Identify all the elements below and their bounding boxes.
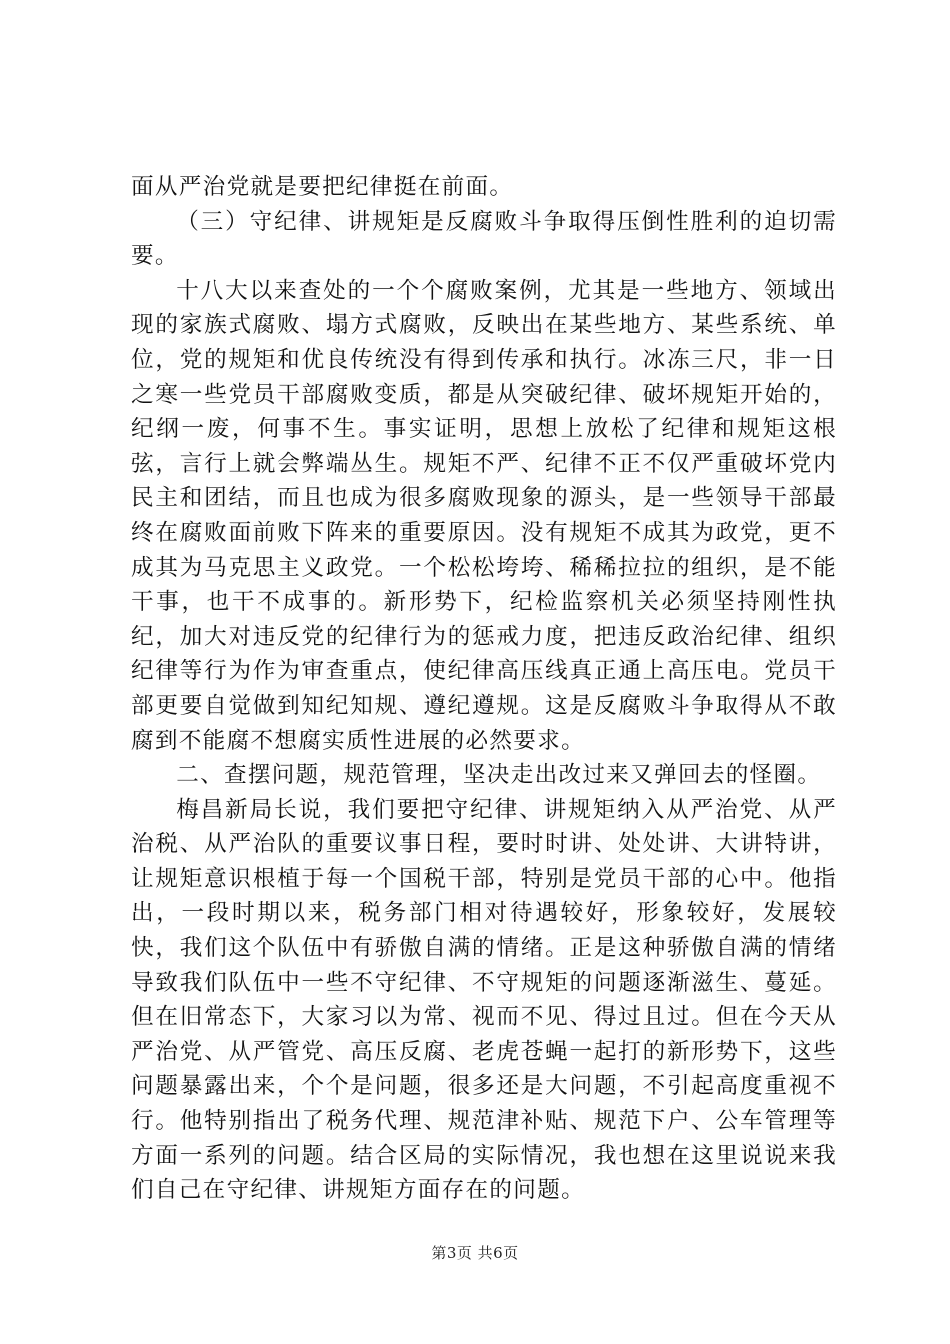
paragraph-5: 梅昌新局长说，我们要把守纪律、讲规矩纳入从严治党、从严治税、从严治队的重要议事日程，要时时讲、处处讲、大讲特讲，让规矩意识根植于每一个国税干部，特别是党员干部的心中。他指出，一段时期以来，税务部门相对待遇较好，形象较好，发展较快，我们这个队伍中有骄傲自满的情绪。正是这种骄傲自满的情绪导致我们队伍中一些不守纪律、不守规矩的问题逐渐滋生、蔓延。但在旧常态下，大家习以为常、视而不见、得过且过。但在今天从严治党、从严管党、高压反腐、老虎苍蝇一起打的新形势下，这些问题暴露出来，个个是问题，很多还是大问题，不引起高度重视不行。他特别指出了税务代理、规范津补贴、规范下户、公车管理等方面一系列的问题。结合区局的实际情况，我也想在这里说说来我们自己在守纪律、讲规矩方面存在的问题。 [131,796,837,1204]
paragraph-1: 面从严治党就是要把纪律挺在前面。 [131,174,514,200]
document-body [131,170,837,1208]
page-footer: 第3页 共6页 [431,1244,519,1262]
paragraph-2-heading: （三）守纪律、讲规矩是反腐败斗争取得压倒性胜利的迫切需要。 [131,208,837,270]
paragraph-3: 十八大以来查处的一个个腐败案例，尤其是一些地方、领域出现的家族式腐败、塌方式腐败，反映出在某些地方、某些系统、单位，党的规矩和优良传统没有得到传承和执行。冰冻三尺，非一日之寒一些党员干部腐败变质，都是从突破纪律、破坏规矩开始的，纪纲一废，何事不生。事实证明，思想上放松了纪律和规矩这根弦，言行上就会弊端丛生。规矩不严、纪律不正不仅严重破坏党内民主和团结，而且也成为很多腐败现象的源头，是一些领导干部最终在腐败面前败下阵来的重要原因。没有规矩不成其为政党，更不成其为马克思主义政党。一个松松垮垮、稀稀拉拉的组织，是不能干事，也干不成事的。新形势下，纪检监察机关必须坚持刚性执纪，加大对违反党的纪律行为的惩戒力度，把违反政治纪律、组织纪律等行为作为审查重点，使纪律高压线真正通上高压电。党员干部更要自觉做到知纪知规、遵纪遵规。这是反腐败斗争取得从不敢腐到不能腐不想腐实质性进展的必然要求。 [131,277,837,754]
paragraph-4-heading: 二、查摆问题，规范管理，坚决走出改过来又弹回去的怪圈。 [176,762,822,789]
